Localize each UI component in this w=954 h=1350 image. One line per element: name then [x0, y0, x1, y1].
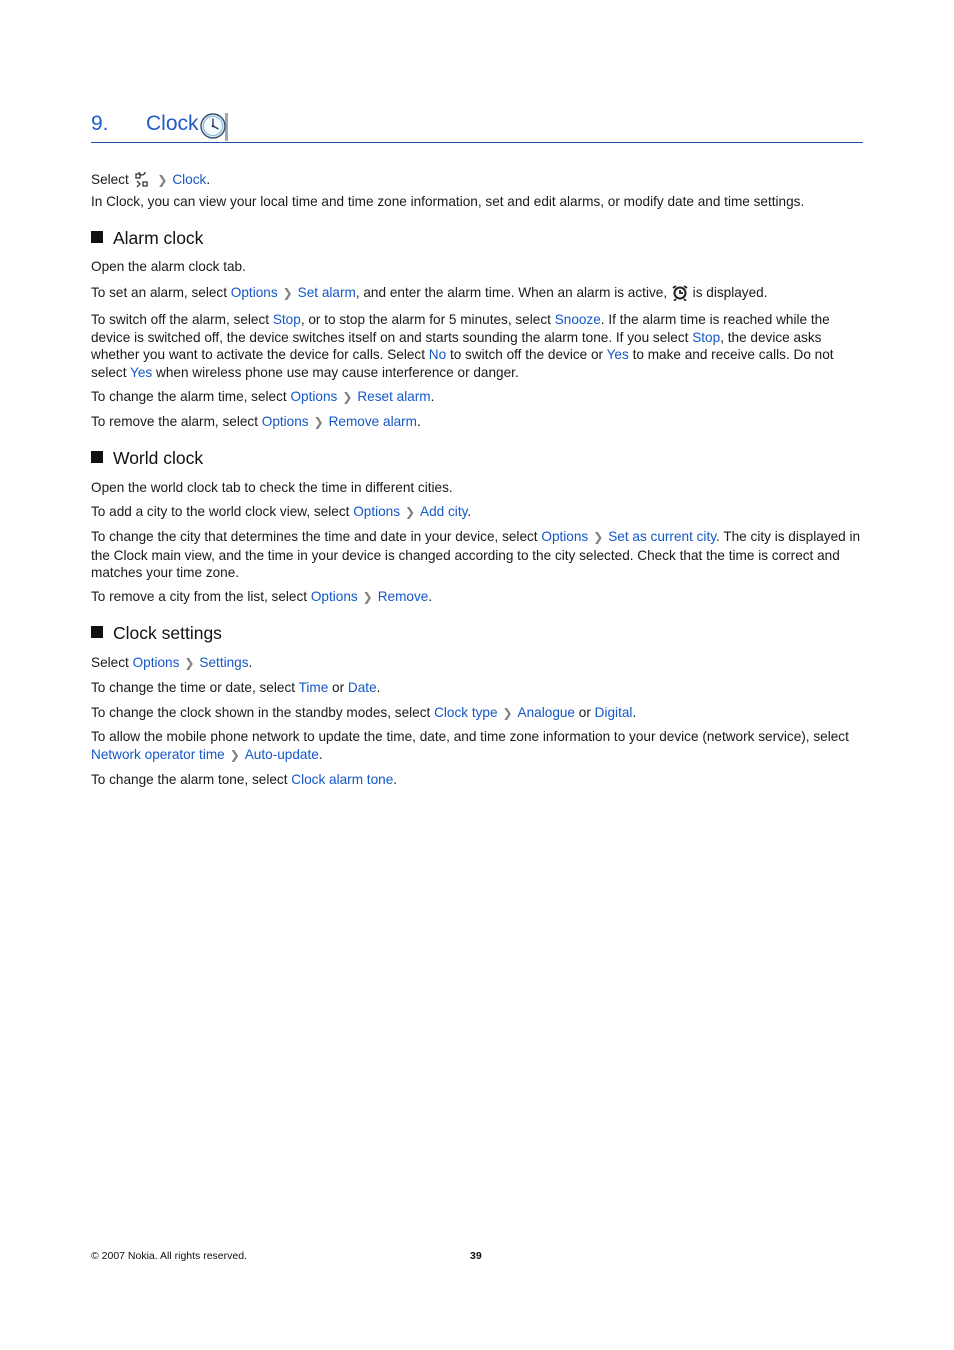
settings-p5: To change the alarm tone, select Clock alarm tone.: [91, 772, 398, 787]
world-p4: To remove a city from the list, select Options ❯ Remove.: [91, 588, 863, 607]
link-clock-type[interactable]: Clock type: [434, 705, 498, 720]
link-remove[interactable]: Remove: [377, 589, 429, 604]
settings-p1: Select Options ❯ Settings.: [91, 654, 863, 673]
link-options[interactable]: Options: [353, 504, 401, 519]
link-yes[interactable]: Yes: [606, 347, 629, 362]
link-digital[interactable]: Digital: [594, 705, 633, 720]
link-clock-alarm-tone[interactable]: Clock alarm tone: [291, 772, 394, 787]
intro-select-line: Select ❯ Clock.: [91, 171, 863, 193]
alarm-p5: To remove the alarm, select Options ❯ Remove alarm.: [91, 413, 863, 432]
world-p3: To change the city that determines the time and date in your device, select Options ❯ Set as current city. The city is displayed in the Clock main view, and the time in your device is changed according to the city selected. Check that the time is correct and matches your time zone.: [91, 529, 861, 580]
link-settings[interactable]: Settings: [199, 655, 249, 670]
chapter-title: Clock: [146, 112, 199, 135]
link-options[interactable]: Options: [132, 655, 180, 670]
link-clock[interactable]: Clock: [172, 172, 207, 187]
link-auto-update[interactable]: Auto-update: [244, 746, 319, 762]
link-options[interactable]: Options: [261, 414, 309, 429]
link-yes-2[interactable]: Yes: [130, 364, 153, 380]
link-stop[interactable]: Stop: [272, 312, 301, 327]
section-heading-alarm: Alarm clock: [91, 228, 203, 249]
chapter-header: [91, 108, 863, 143]
alarm-p4: To change the alarm time, select Options ❯ Reset alarm.: [91, 388, 863, 407]
link-add-city[interactable]: Add city: [420, 504, 468, 519]
link-stop-2[interactable]: Stop: [692, 329, 721, 345]
link-set-alarm[interactable]: Set alarm: [297, 285, 356, 300]
clock-icon: [200, 109, 230, 148]
link-options[interactable]: Options: [541, 529, 589, 544]
chevron-right-icon: ❯: [157, 173, 168, 187]
link-options[interactable]: Options: [230, 285, 278, 300]
chevron-right-icon: ❯: [593, 530, 604, 544]
chevron-right-icon: ❯: [229, 747, 240, 762]
intro-text: In Clock, you can view your local time and time zone information, set and edit alarms, or modify date and time settings.: [91, 194, 805, 209]
chevron-right-icon: ❯: [502, 706, 513, 720]
alarm-p1: Open the alarm clock tab.: [91, 259, 246, 274]
link-date[interactable]: Date: [347, 680, 377, 695]
link-options[interactable]: Options: [290, 389, 338, 404]
link-analogue[interactable]: Analogue: [517, 705, 575, 720]
chevron-right-icon: ❯: [313, 415, 324, 429]
chevron-right-icon: ❯: [184, 656, 195, 670]
menu-key-icon: [133, 172, 149, 193]
link-time[interactable]: Time: [298, 680, 329, 695]
page-number: 39: [470, 1250, 482, 1262]
chevron-right-icon: ❯: [362, 590, 373, 604]
settings-p2: To change the time or date, select Time or Date.: [91, 680, 381, 695]
link-reset-alarm[interactable]: Reset alarm: [357, 389, 431, 404]
link-snooze[interactable]: Snooze: [554, 312, 601, 327]
link-set-as-current-city[interactable]: Set as current city: [608, 529, 717, 544]
chevron-right-icon: ❯: [282, 286, 293, 300]
alarm-active-icon: [671, 285, 689, 306]
chevron-right-icon: ❯: [342, 390, 353, 404]
world-p1: Open the world clock tab to check the time in different cities.: [91, 480, 453, 495]
link-remove-alarm[interactable]: Remove alarm: [328, 414, 417, 429]
chevron-right-icon: ❯: [405, 505, 416, 519]
world-p2: To add a city to the world clock view, select Options ❯ Add city.: [91, 503, 863, 522]
alarm-p3: To switch off the alarm, select Stop, or to stop the alarm for 5 minutes, select Snooze. If the alarm time is reached while the device is switched off, the device switches itself on and starts sounding the alarm tone. If you select Stop, the device asks whether you want to activate the device for calls. Select No to switch off the device or Yes to make and receive calls. Do not select Yes when wireless phone use may cause interference or danger.: [91, 312, 834, 380]
link-options[interactable]: Options: [310, 589, 358, 604]
settings-p4: To allow the mobile phone network to update the time, date, and time zone information to your device (network service), select Network operator time ❯ Auto-update.: [91, 728, 863, 764]
alarm-p2: To set an alarm, select Options ❯ Set alarm, and enter the alarm time. When an alarm is active, is displayed.: [91, 284, 863, 306]
link-network-operator-time[interactable]: Network operator time: [91, 746, 225, 762]
chapter-number: 9.: [91, 112, 109, 135]
section-heading-settings: Clock settings: [91, 623, 222, 644]
settings-p3: To change the clock shown in the standby modes, select Clock type ❯ Analogue or Digital.: [91, 704, 863, 723]
footer-copyright: © 2007 Nokia. All rights reserved.: [91, 1250, 247, 1262]
section-heading-world: World clock: [91, 448, 203, 469]
link-no[interactable]: No: [428, 347, 447, 362]
